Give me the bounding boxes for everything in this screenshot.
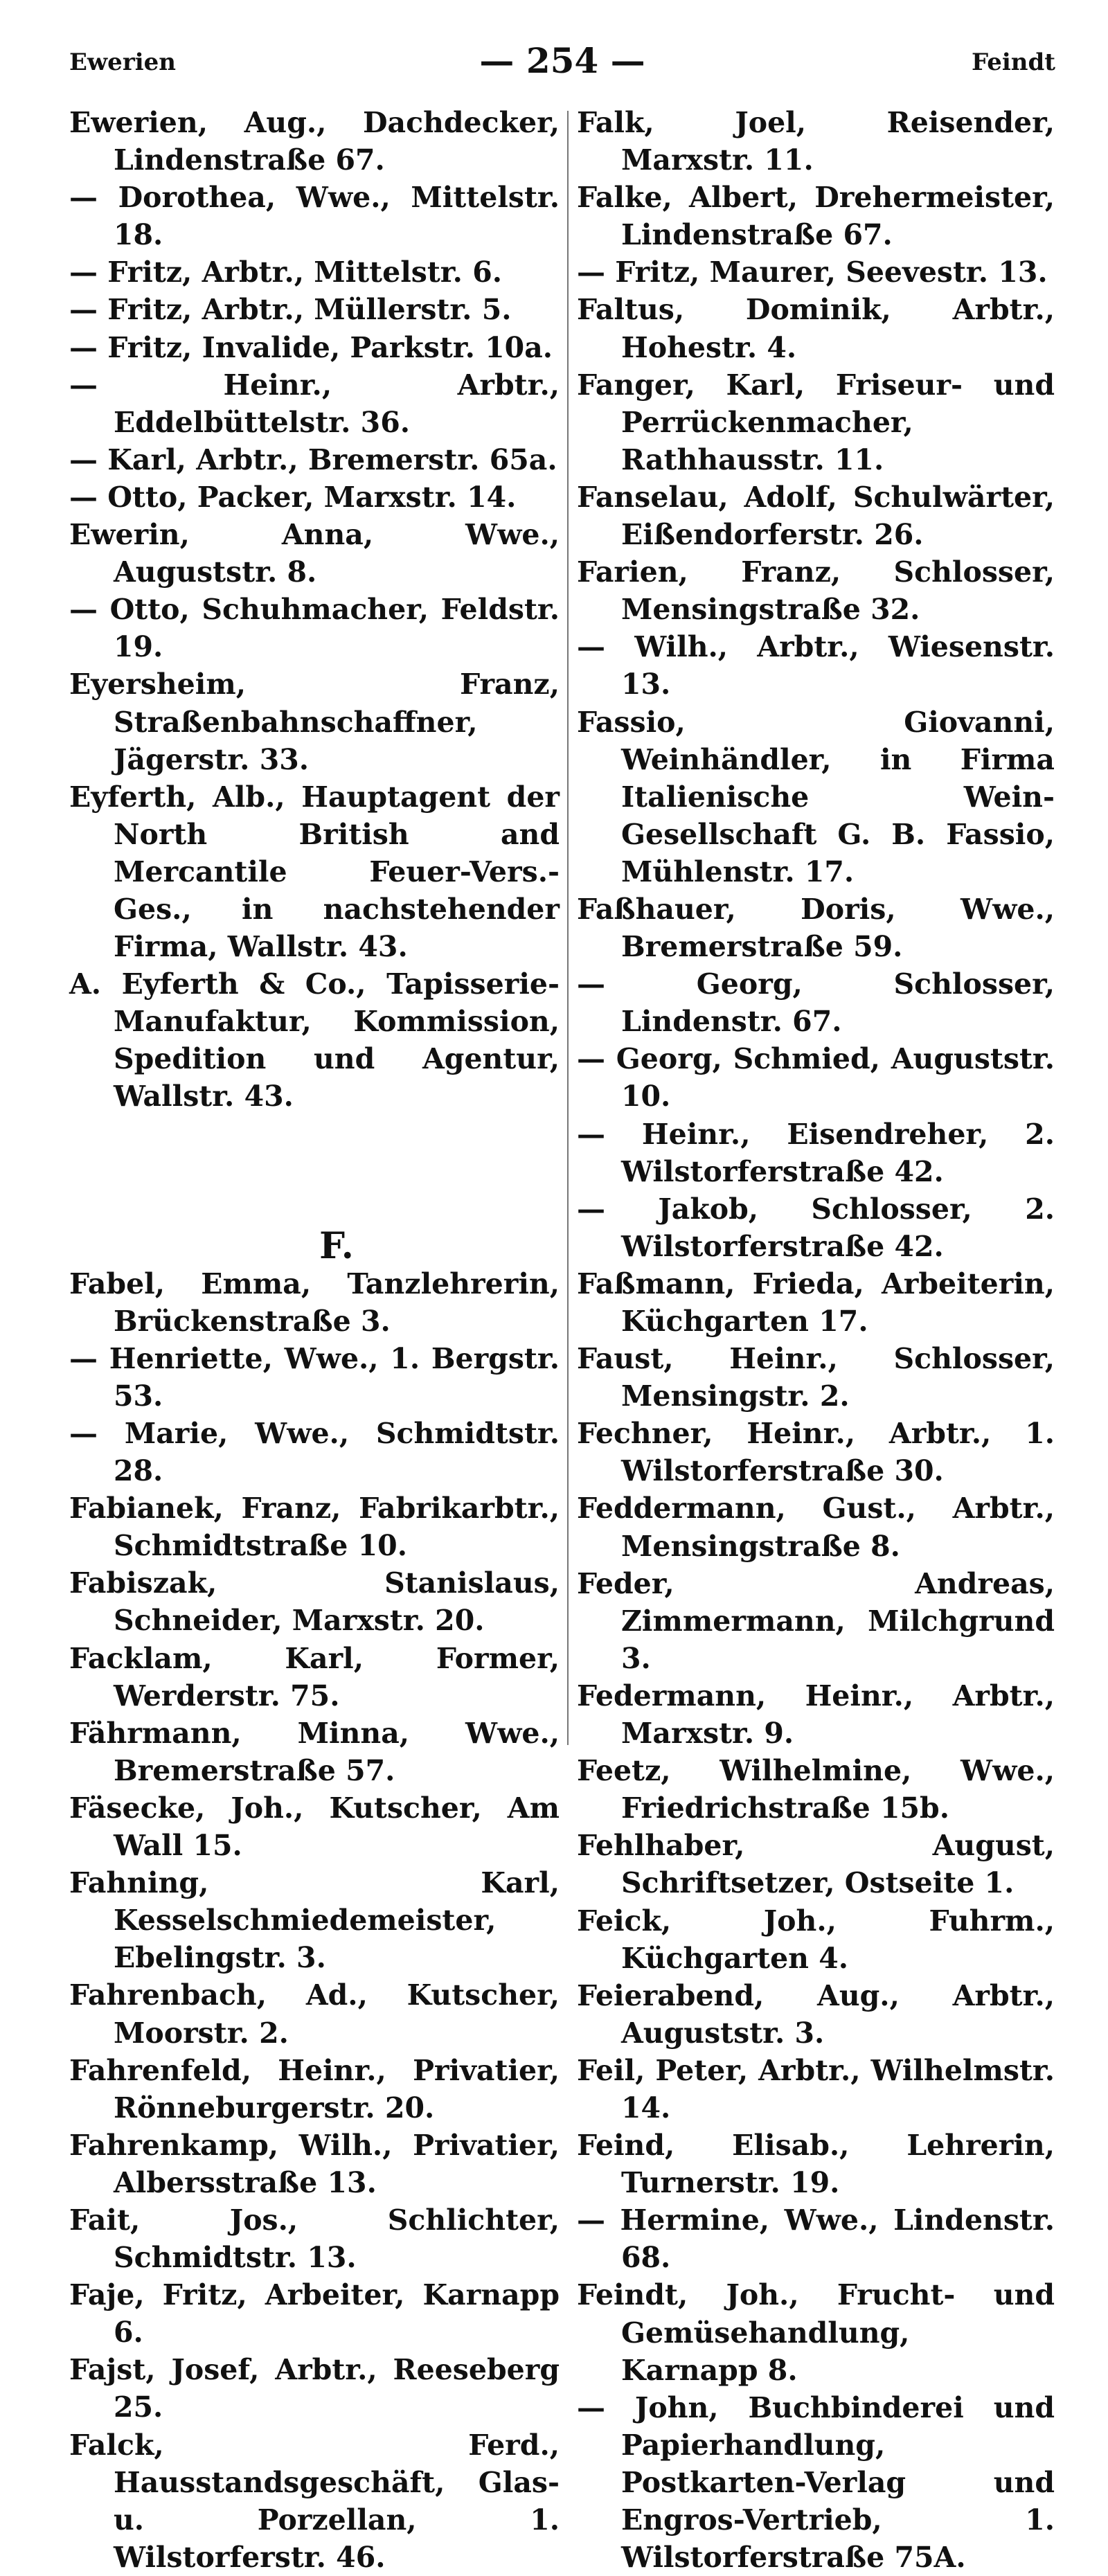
directory-entry: Fahrenbach, Ad., Kutscher, Moorstr. 2. xyxy=(69,1978,560,2050)
directory-entry: — Dorothea, Wwe., Mittelstr. 18. xyxy=(69,181,560,252)
directory-entry: — Heinr., Eisendreher, 2. Wilstorferstraße 42. xyxy=(577,1117,1055,1188)
directory-entry: Federmann, Heinr., Arbtr., Marxstr. 9. xyxy=(577,1679,1055,1751)
directory-entry: — Heinr., Arbtr., Eddelbüttelstr. 36. xyxy=(69,368,560,439)
directory-entry: Ewerin, Anna, Wwe., Auguststr. 8. xyxy=(69,518,560,589)
directory-entry: Facklam, Karl, Former, Werderstr. 75. xyxy=(69,1641,560,1712)
directory-entry: Feil, Peter, Arbtr., Wilhelmstr. 14. xyxy=(577,2053,1055,2125)
directory-entry: — Otto, Schuhmacher, Feldstr. 19. xyxy=(69,593,560,664)
directory-entry: Fanselau, Adolf, Schulwärter, Eißendorferstr. 26. xyxy=(577,480,1055,552)
directory-entry: — John, Buchbinderei und Papierhandlung, Postkarten-Verlag und Engros-Vertrieb, 1. Wilstorferstraße 75A. xyxy=(577,2390,1055,2575)
directory-entry: Fäsecke, Joh., Kutscher, Am Wall 15. xyxy=(69,1791,560,1863)
left-entries-e xyxy=(69,104,560,1116)
directory-entry: Fassio, Giovanni, Weinhändler, in Firma Italienische Wein-Gesellschaft G. B. Fassio, Mühlenstr. 17. xyxy=(577,705,1055,888)
directory-entry: Faltus, Dominik, Arbtr., Hohestr. 4. xyxy=(577,293,1055,364)
directory-entry: Eyferth, Alb., Hauptagent der North British and Mercantile Feuer-Vers.-Ges., in nachstehender Firma, Wallstr. 43. xyxy=(69,780,560,964)
header-first-name: Ewerien xyxy=(69,48,176,76)
page-header xyxy=(69,40,1055,82)
directory-entry: Ewerien, Aug., Dachdecker, Lindenstraße 67. xyxy=(69,106,560,177)
directory-entry: Faust, Heinr., Schlosser, Mensingstr. 2. xyxy=(577,1342,1055,1413)
right-column xyxy=(577,104,1055,2576)
directory-entry: Fait, Jos., Schlichter, Schmidtstr. 13. xyxy=(69,2203,560,2275)
directory-entry: Feddermann, Gust., Arbtr., Mensingstraße 8. xyxy=(577,1492,1055,1563)
section-heading-f: F. xyxy=(319,1224,354,1267)
directory-entry: Fabel, Emma, Tanzlehrerin, Brückenstraße 3. xyxy=(69,1267,560,1338)
directory-entry: Feetz, Wilhelmine, Wwe., Friedrichstraße 15b. xyxy=(577,1754,1055,1825)
directory-entry: Farien, Franz, Schlosser, Mensingstraße 32. xyxy=(577,555,1055,627)
directory-entry: — Fritz, Arbtr., Mittelstr. 6. xyxy=(69,256,502,289)
directory-entry: Feick, Joh., Fuhrm., Küchgarten 4. xyxy=(577,1904,1055,1975)
directory-entry: Fajst, Josef, Arbtr., Reeseberg 25. xyxy=(69,2353,560,2424)
directory-entry: Feder, Andreas, Zimmermann, Milchgrund 3. xyxy=(577,1566,1055,1675)
column-divider xyxy=(567,111,569,1745)
page-number: — 254 — xyxy=(479,40,645,81)
directory-entry: Fahrenkamp, Wilh., Privatier, Albersstraße 13. xyxy=(69,2128,560,2199)
directory-entry: — Marie, Wwe., Schmidtstr. 28. xyxy=(69,1417,560,1488)
directory-entry: Fahning, Karl, Kesselschmiedemeister, Ebelingstr. 3. xyxy=(69,1866,560,1975)
directory-entry: — Henriette, Wwe., 1. Bergstr. 53. xyxy=(69,1341,560,1413)
directory-entry: Fechner, Heinr., Arbtr., 1. Wilstorferstraße 30. xyxy=(577,1417,1055,1488)
directory-entry: Faßhauer, Doris, Wwe., Bremerstraße 59. xyxy=(577,892,1055,964)
directory-entry: Feierabend, Aug., Arbtr., Auguststr. 3. xyxy=(577,1978,1055,2050)
directory-entry: Fährmann, Minna, Wwe., Bremerstraße 57. xyxy=(69,1716,560,1787)
directory-entry: Fahrenfeld, Heinr., Privatier, Rönneburgerstr. 20. xyxy=(69,2053,560,2125)
directory-entry: Feindt, Joh., Frucht- und Gemüsehandlung, Karnapp 8. xyxy=(577,2278,1055,2387)
directory-entry: Feind, Elisab., Lehrerin, Turnerstr. 19. xyxy=(577,2129,1055,2200)
section-spacer xyxy=(69,1116,560,1228)
directory-entry: — Wilh., Arbtr., Wiesenstr. 13. xyxy=(577,630,1055,701)
directory-entry: — Hermine, Wwe., Lindenstr. 68. xyxy=(577,2203,1055,2275)
directory-entry: Fanger, Karl, Friseur- und Perrückenmacher, Rathhausstr. 11. xyxy=(577,368,1055,476)
directory-entry: — Georg, Schmied, Auguststr. 10. xyxy=(577,1042,1055,1113)
directory-entry: Falke, Albert, Drehermeister, Lindenstraße 67. xyxy=(577,181,1055,252)
directory-entry: Fabiszak, Stanislaus, Schneider, Marxstr. 20. xyxy=(69,1566,560,1638)
directory-entry: Faje, Fritz, Arbeiter, Karnapp 6. xyxy=(69,2278,560,2350)
directory-entry: A. Eyferth & Co., Tapisserie-Manufaktur, Kommission, Spedition und Agentur, Wallstr. 43. xyxy=(69,967,560,1113)
directory-entry: — Fritz, Arbtr., Müllerstr. 5. xyxy=(69,293,512,327)
directory-entry: Eyersheim, Franz, Straßenbahnschaffner, Jägerstr. 33. xyxy=(69,668,560,776)
directory-entry: — Jakob, Schlosser, 2. Wilstorferstraße 42. xyxy=(577,1192,1055,1263)
right-entries xyxy=(577,104,1055,2576)
directory-entry: Falk, Joel, Reisender, Marxstr. 11. xyxy=(577,106,1055,177)
left-column xyxy=(69,104,560,2576)
directory-entry: — Georg, Schlosser, Lindenstr. 67. xyxy=(577,967,1055,1039)
header-last-name: Feindt xyxy=(971,48,1055,76)
directory-entry: Falck, Ferd., Hausstandsgeschäft, Glas- u. Porzellan, 1. Wilstorferstr. 46. xyxy=(69,2428,560,2574)
left-entries-f xyxy=(69,1265,560,2576)
directory-entry: Fabianek, Franz, Fabrikarbtr., Schmidtstraße 10. xyxy=(69,1492,560,1563)
directory-entry: — Otto, Packer, Marxstr. 14. xyxy=(69,480,517,514)
directory-entry: — Fritz, Maurer, Seevestr. 13. xyxy=(577,256,1048,289)
directory-entry: Faßmann, Frieda, Arbeiterin, Küchgarten 17. xyxy=(577,1267,1055,1338)
directory-entry: Fehlhaber, August, Schriftsetzer, Ostseite 1. xyxy=(577,1829,1055,1900)
directory-entry: — Fritz, Invalide, Parkstr. 10a. xyxy=(69,330,553,364)
directory-entry: — Karl, Arbtr., Bremerstr. 65a. xyxy=(69,442,557,476)
